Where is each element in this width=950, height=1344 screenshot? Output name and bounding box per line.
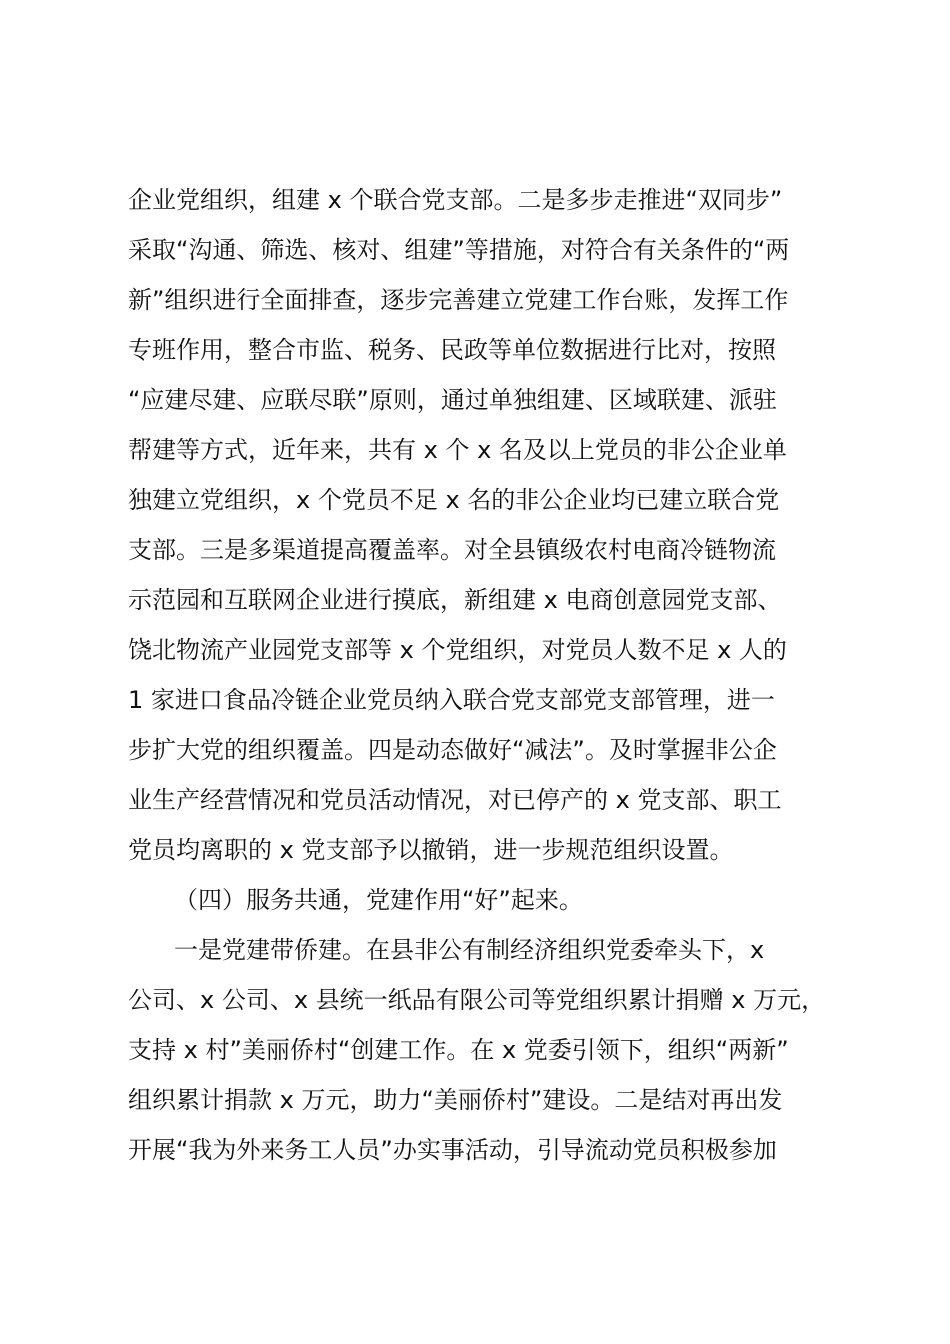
document-body <box>128 180 840 1180</box>
text-line: 支部。三是多渠道提高覆盖率。对全县镇级农村电商冷链物流 <box>128 536 776 564</box>
text-line: 党员均离职的 x 党支部予以撤销，进一步规范组织设置。 <box>128 836 734 864</box>
text-line: 组织累计捐款 x 万元，助力“美丽侨村”建设。二是结对再出发 <box>128 1086 783 1114</box>
text-line: 示范园和互联网企业进行摸底，新组建 x 电商创意园党支部、 <box>128 586 782 614</box>
text-line: 专班作用，整合市监、税务、民政等单位数据进行比对，按照 <box>128 336 776 364</box>
paragraph-start-line: 一是党建带侨建。在县非公有制经济组织党委牵头下，x <box>174 936 765 964</box>
text-line: 独建立党组织，x 个党员不足 x 名的非公企业均已建立联合党 <box>128 486 780 514</box>
text-line: 1 家进口食品冷链企业党员纳入联合党支部党支部管理，进一 <box>128 686 775 714</box>
text-line: 帮建等方式，近年来，共有 x 个 x 名及以上党员的非公企业单 <box>128 436 787 464</box>
text-line: 新”组织进行全面排查，逐步完善建立党建工作台账，发挥工作 <box>128 286 789 314</box>
text-line: 公司、x 公司、x 县统一纸品有限公司等党组织累计捐赠 x 万元， <box>128 986 826 1014</box>
text-line: “应建尽建、应联尽联”原则，通过单独组建、区域联建、派驻 <box>128 386 777 414</box>
text-line: 饶北物流产业园党支部等 x 个党组织，对党员人数不足 x 人的 <box>128 636 787 664</box>
text-line: 业生产经营情况和党员活动情况，对已停产的 x 党支部、职工 <box>128 786 782 814</box>
text-line: 步扩大党的组织覆盖。四是动态做好“减法”。及时掌握非公企 <box>128 736 777 764</box>
text-line: 采取“沟通、筛选、核对、组建”等措施，对符合有关条件的“两 <box>128 236 790 264</box>
text-line: 企业党组织，组建 x 个联合党支部。二是多步走推进“双同步” <box>128 186 783 214</box>
text-line: 开展“我为外来务工人员”办实事活动，引导流动党员积极参加 <box>128 1136 777 1164</box>
text-line: 支持 x 村”美丽侨村“创建工作。在 x 党委引领下，组织“两新” <box>128 1036 789 1064</box>
section-heading: （四）服务共通，党建作用“好”起来。 <box>174 886 583 914</box>
